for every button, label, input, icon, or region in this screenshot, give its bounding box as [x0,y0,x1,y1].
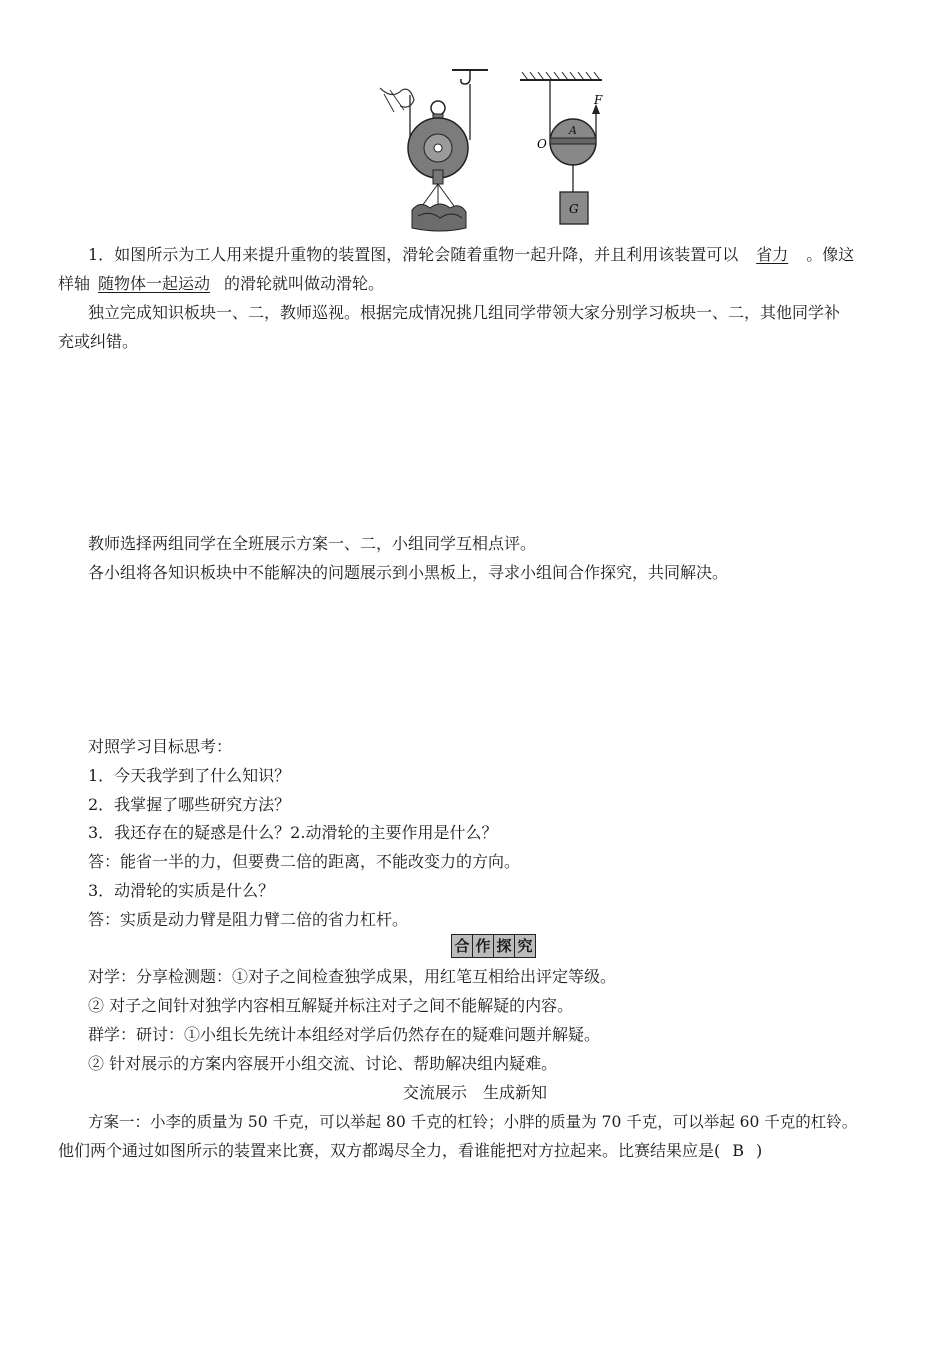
q1-number: 1． [88,245,115,264]
coop-line: ② 对子之间针对独学内容相互解疑并标注对子之间不能解疑的内容。 [88,996,574,1015]
coop-line: ② 针对展示的方案内容展开小组交流、讨论、帮助解决组内疑难。 [88,1054,558,1073]
section-title: 交流展示 生成新知 [402,1083,547,1102]
plan1-text: 他们两个通过如图所示的装置来比赛，双方都竭尽全力，看谁能把对方拉起来。比赛结果应是( [58,1141,721,1160]
reflect-item: 2．我掌握了哪些研究方法？ [88,795,291,814]
pivot-label: O [537,137,547,151]
badge-char: 合 [452,935,473,957]
force-label: F [594,93,603,107]
reflect-title: 对照学习目标思考： [88,737,233,756]
q1-line2 [58,270,878,298]
badge-char: 作 [473,935,494,957]
cooperative-inquiry-badge [451,934,536,958]
reflect-answer: 答：实质是动力臂是阻力臂二倍的省力杠杆。 [88,910,409,929]
center-label: A [569,124,577,137]
plan1-line2 [58,1137,878,1165]
q1-text-c: 样轴 [58,274,91,293]
right-pulley-drawing [520,72,603,224]
reflect-item: 3．动滑轮的实质是什么？ [88,881,275,900]
q1-text-d: 的滑轮就叫做动滑轮。 [224,274,385,293]
pulley-figure [370,60,620,235]
left-pulley-drawing [380,70,488,231]
badge-char: 探 [494,935,515,957]
q1-line1 [88,241,908,269]
plan1-line1: 方案一：小李的质量为 50 千克，可以举起 80 千克的杠铃；小胖的质量为 70 千克，可以举起 60 千克的杠铃。 [88,1113,858,1131]
q1-blank2: 随物体一起运动 [98,274,211,293]
plan1-close: ) [756,1141,763,1160]
reflect-item: 1．今天我学到了什么知识？ [88,766,291,785]
para-groups: 各小组将各知识板块中不能解决的问题展示到小黑板上，寻求小组间合作探究，共同解决。 [88,563,729,582]
badge-char: 究 [515,935,535,957]
q1-blank1: 省力 [756,245,789,264]
reflect-answer: 答：能省一半的力，但要费二倍的距离，不能改变力的方向。 [88,852,521,871]
para-independent-cont: 充或纠错。 [58,332,139,351]
coop-line: 对学：分享检测题：①对子之间检查独学成果，用红笔互相给出评定等级。 [88,967,617,986]
q1-text-b: 。像这 [806,245,855,264]
para-teacher: 教师选择两组同学在全班展示方案一、二，小组同学互相点评。 [88,534,537,553]
plan1-answer: B [732,1141,745,1160]
coop-line: 群学：研讨：①小组长先统计本组经对学后仍然存在的疑难问题并解疑。 [88,1025,601,1044]
reflect-item: 3．我还存在的疑惑是什么？2.动滑轮的主要作用是什么？ [88,823,498,842]
weight-label: G [569,202,579,216]
para-independent: 独立完成知识板块一、二，教师巡视。根据完成情况挑几组同学带领大家分别学习板块一、二，其他同学补 [88,303,841,322]
q1-text-a: 如图所示为工人用来提升重物的装置图，滑轮会随着重物一起升降，并且利用该装置可以 [114,245,739,264]
